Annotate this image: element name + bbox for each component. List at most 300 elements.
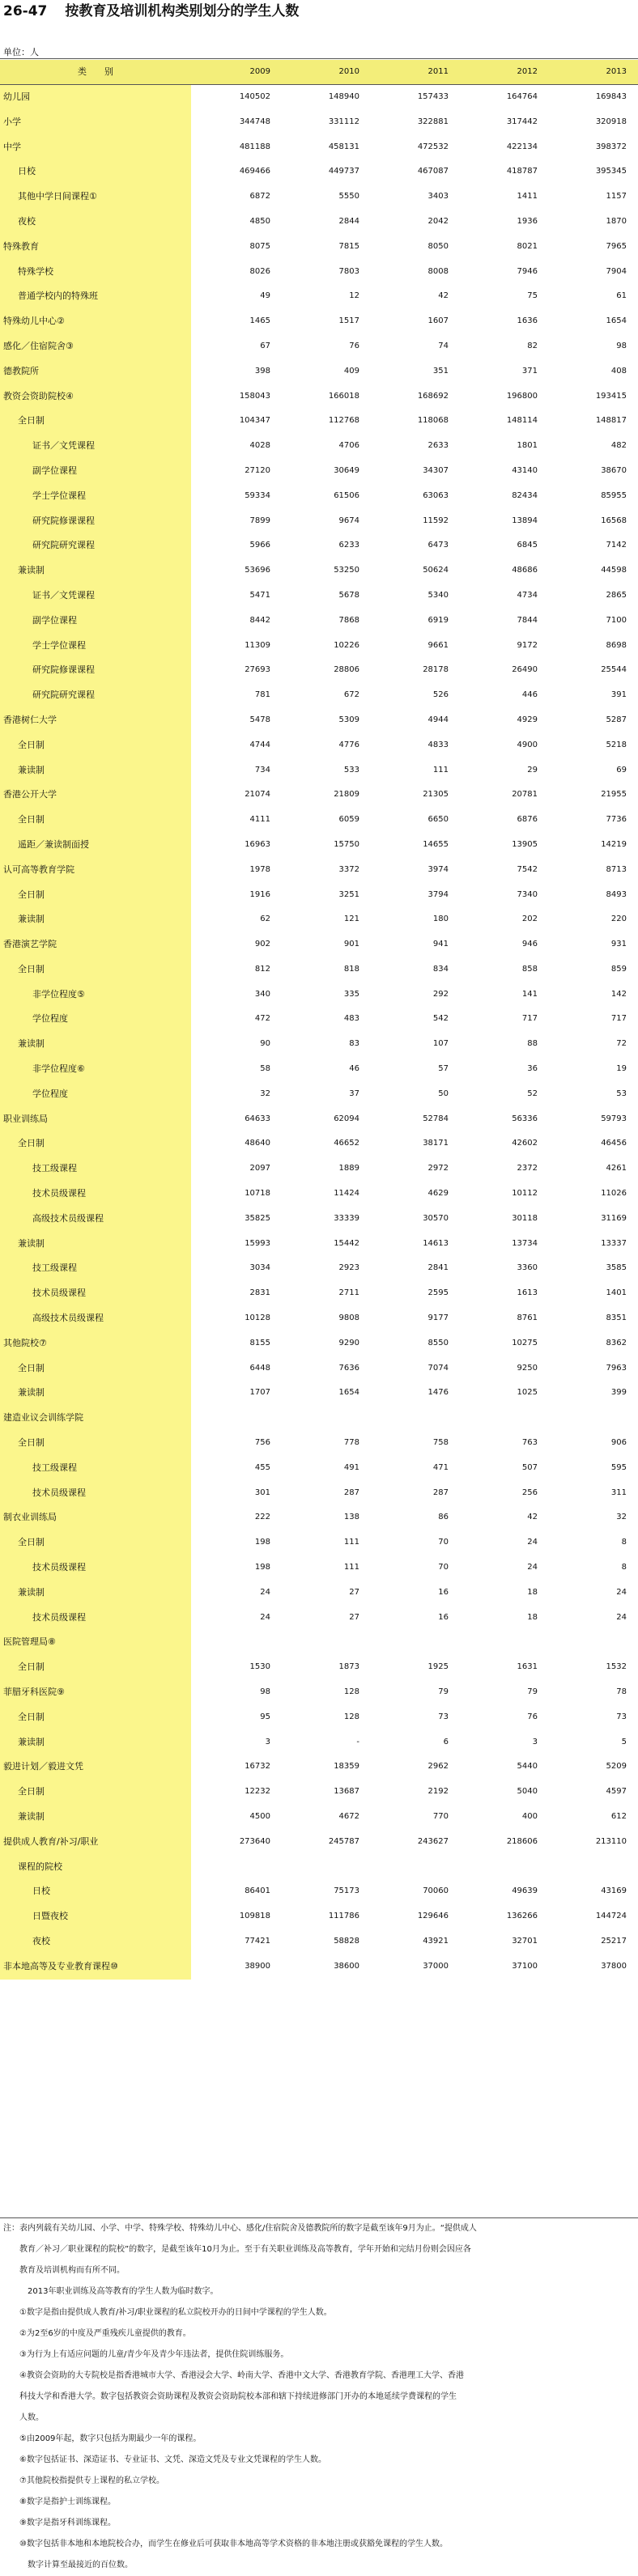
row-label: 非学位程度⑥	[0, 1057, 191, 1082]
row-value: 6473	[427, 541, 449, 550]
footnote-line: 人数。	[19, 2413, 44, 2422]
footnote-line: 注：表内列载有关幼儿园、小学、中学、特殊学校、特殊幼儿中心、感化/住宿院舍及德教院所的数字是截至该年9月为止。“提供成人	[3, 2224, 477, 2233]
row-value: 202	[521, 915, 538, 924]
row-value: 14219	[601, 839, 627, 849]
row-label: 香港公开大学	[0, 783, 191, 808]
row-value: 28178	[423, 665, 449, 675]
table-row	[0, 1954, 638, 1980]
table-row	[0, 1879, 638, 1904]
row-value: 8021	[517, 241, 538, 251]
header-category: 类 别	[78, 66, 113, 77]
row-value: 533	[343, 765, 359, 774]
row-value: 128	[343, 1687, 359, 1696]
row-value: 222	[254, 1513, 270, 1522]
row-value: 24	[527, 1563, 538, 1572]
table-row	[0, 1929, 638, 1954]
row-value: 595	[610, 1462, 627, 1472]
row-value: 98	[260, 1687, 270, 1696]
table-row	[0, 159, 638, 185]
table-row	[0, 359, 638, 384]
notes-list	[0, 2218, 638, 2576]
row-value: 351	[432, 366, 449, 376]
row-value: 168692	[417, 391, 449, 401]
row-label: 全日制	[0, 1655, 191, 1680]
table-row	[0, 484, 638, 509]
row-value: 1654	[338, 1388, 359, 1398]
row-value: 5	[621, 1737, 627, 1746]
row-value: 61506	[334, 490, 359, 500]
table-row	[0, 284, 638, 309]
row-label: 全日制	[0, 1530, 191, 1555]
row-value: 9674	[338, 516, 359, 525]
footnote-line: ③为行为上有适应问题的儿童/青少年及青少年违法者，提供住院训练服务。	[19, 2350, 289, 2359]
table-row	[0, 1381, 638, 1406]
table-row	[0, 185, 638, 210]
table-row	[0, 1581, 638, 1606]
row-value: 49	[260, 291, 270, 301]
row-value: 391	[610, 690, 627, 700]
table-row	[0, 1057, 638, 1082]
row-value: 5040	[517, 1787, 538, 1797]
table-row	[0, 1780, 638, 1805]
table-row	[0, 1456, 638, 1481]
row-value: 34307	[423, 465, 449, 475]
row-value: 717	[521, 1014, 538, 1024]
footnote-line: 数字计算至最接近的百位数。	[19, 2561, 133, 2570]
row-label: 感化／住宿院舍③	[0, 334, 191, 359]
row-value: 1925	[427, 1662, 449, 1672]
table-row	[0, 309, 638, 334]
row-value: 13894	[512, 516, 538, 525]
row-value: 8493	[606, 889, 627, 899]
row-value: 27120	[245, 465, 270, 475]
footnote-line: ⑨数字是指牙科训练课程。	[19, 2519, 116, 2527]
table-row	[0, 957, 638, 982]
row-value: 311	[610, 1487, 627, 1497]
row-value: -	[356, 1737, 359, 1746]
row-value: 121	[343, 915, 359, 924]
row-label: 医院管理局⑧	[0, 1630, 191, 1655]
table-row	[0, 982, 638, 1008]
row-value: 6448	[249, 1363, 270, 1373]
row-value: 4944	[427, 715, 449, 724]
row-value: 196800	[506, 391, 538, 401]
row-value: 63063	[423, 490, 449, 500]
header-year: 2012	[517, 67, 538, 76]
row-value: 52	[527, 1089, 538, 1098]
row-value: 12	[349, 291, 359, 301]
row-value: 2042	[427, 216, 449, 226]
row-value: 812	[254, 964, 270, 974]
table-row	[0, 1431, 638, 1456]
row-label: 研究院修课课程	[0, 658, 191, 683]
row-value: 6	[443, 1737, 449, 1746]
row-value: 4706	[338, 441, 359, 451]
row-value: 4672	[338, 1811, 359, 1821]
row-value: 4111	[249, 815, 270, 825]
row-value: 21074	[245, 790, 270, 800]
row-value: 220	[610, 915, 627, 924]
row-value: 69	[616, 765, 627, 774]
row-value: 3	[265, 1737, 270, 1746]
row-value: 1532	[606, 1662, 627, 1672]
row-label: 高级技术员级课程	[0, 1306, 191, 1331]
row-value: 2097	[249, 1164, 270, 1173]
table-row	[0, 1730, 638, 1755]
row-value: 24	[616, 1612, 627, 1622]
row-value: 57	[438, 1064, 449, 1074]
row-value: 8761	[517, 1313, 538, 1323]
row-value: 6919	[427, 615, 449, 625]
row-value: 58828	[334, 1936, 359, 1946]
row-value: 322881	[417, 117, 449, 126]
row-value: 292	[432, 989, 449, 999]
row-value: 111	[432, 765, 449, 774]
row-label: 毅进计划／毅进文凭	[0, 1755, 191, 1780]
row-value: 118068	[417, 416, 449, 426]
footnote-line: 2013年职业训练及高等教育的学生人数为临时数字。	[28, 2287, 219, 2296]
row-label: 其他院校⑦	[0, 1331, 191, 1356]
row-label: 证书／文凭课程	[0, 584, 191, 609]
row-value: 3974	[427, 864, 449, 874]
row-value: 218606	[506, 1836, 538, 1846]
row-value: 8155	[249, 1338, 270, 1347]
row-value: 5309	[338, 715, 359, 724]
row-value: 902	[254, 940, 270, 949]
row-value	[280, 1406, 369, 1431]
row-value: 28806	[334, 665, 359, 675]
row-value: 37	[349, 1089, 359, 1098]
row-value: 1517	[338, 316, 359, 326]
row-label: 认可高等教育学院	[0, 858, 191, 883]
row-value: 11424	[334, 1189, 359, 1199]
row-value: 30649	[334, 465, 359, 475]
row-value: 95	[260, 1712, 270, 1721]
table-row	[0, 1755, 638, 1780]
row-value: 7803	[338, 266, 359, 276]
row-label: 研究院研究课程	[0, 533, 191, 558]
row-value: 301	[254, 1487, 270, 1497]
row-label: 研究院修课课程	[0, 509, 191, 534]
table-row	[0, 609, 638, 634]
row-value: 906	[610, 1438, 627, 1448]
row-value: 37000	[423, 1961, 449, 1971]
row-value: 491	[343, 1462, 359, 1472]
row-value: 3360	[517, 1263, 538, 1273]
row-label: 证书／文凭课程	[0, 434, 191, 459]
row-value: 2372	[517, 1164, 538, 1173]
row-label: 兼读制	[0, 558, 191, 584]
row-value: 82	[527, 341, 538, 350]
row-label: 技工级课程	[0, 1156, 191, 1182]
row-value: 16	[438, 1612, 449, 1622]
row-label: 日校	[0, 1879, 191, 1904]
row-value: 408	[610, 366, 627, 376]
row-value: 449737	[328, 167, 359, 176]
row-value: 1801	[517, 441, 538, 451]
row-value: 10128	[245, 1313, 270, 1323]
row-value: 858	[521, 964, 538, 974]
row-value	[280, 1855, 369, 1880]
footnote-line: 教育／补习／职业课程的院校”的数字，是截至该年10月为止。至于有关职业训练及高等教育，学年开始和完结月份则会因应各	[19, 2245, 471, 2254]
row-value: 2844	[338, 216, 359, 226]
row-value: 53	[616, 1089, 627, 1098]
table-header	[0, 60, 638, 85]
row-value: 4776	[338, 740, 359, 749]
row-value: 717	[610, 1014, 627, 1024]
table-row	[0, 1156, 638, 1182]
row-value: 8713	[606, 864, 627, 874]
table-row	[0, 533, 638, 558]
table-row	[0, 1331, 638, 1356]
row-value: 70	[438, 1563, 449, 1572]
row-value: 24	[616, 1587, 627, 1597]
row-value: 1654	[606, 316, 627, 326]
row-value: 111	[343, 1538, 359, 1547]
footnote-line: ⑩数字包括非本地和本地院校合办，而学生在修业后可获取非本地高等学术资格的非本地注册或获豁免课程的学生人数。	[19, 2540, 448, 2548]
row-value: 148940	[328, 92, 359, 101]
row-value: 107	[432, 1039, 449, 1049]
row-value: 53696	[245, 566, 270, 575]
row-value: 61	[616, 291, 627, 301]
row-label: 普通学校内的特殊班	[0, 284, 191, 309]
row-value: 941	[432, 940, 449, 949]
row-value: 3	[532, 1737, 538, 1746]
row-value: 8050	[427, 241, 449, 251]
table-body	[0, 85, 638, 1980]
row-value: 418787	[506, 167, 538, 176]
row-label: 学位程度	[0, 1007, 191, 1032]
row-label: 德教院所	[0, 359, 191, 384]
row-value: 3585	[606, 1263, 627, 1273]
row-value: 455	[254, 1462, 270, 1472]
row-value: 763	[521, 1438, 538, 1448]
row-value: 73	[438, 1712, 449, 1721]
row-value: 5287	[606, 715, 627, 724]
footnotes	[0, 2217, 638, 2576]
row-value	[369, 1406, 458, 1431]
row-value: 6233	[338, 541, 359, 550]
row-value: 770	[432, 1811, 449, 1821]
row-value: 14655	[423, 839, 449, 849]
table-row	[0, 1356, 638, 1381]
table-row	[0, 658, 638, 683]
row-value: 9177	[427, 1313, 449, 1323]
row-value: 4744	[249, 740, 270, 749]
row-value: 287	[343, 1487, 359, 1497]
row-value: 526	[432, 690, 449, 700]
table-row	[0, 1680, 638, 1705]
row-value: 24	[527, 1538, 538, 1547]
row-label: 全日制	[0, 808, 191, 833]
row-value: 138	[343, 1513, 359, 1522]
header-year: 2010	[338, 67, 359, 76]
row-value: 10718	[245, 1189, 270, 1199]
row-label: 香港演艺学院	[0, 932, 191, 957]
table-row	[0, 634, 638, 659]
row-value: 4833	[427, 740, 449, 749]
row-value: 76	[349, 341, 359, 350]
row-value: 7868	[338, 615, 359, 625]
row-value	[547, 1630, 636, 1655]
table-row	[0, 1107, 638, 1132]
row-value: 1607	[427, 316, 449, 326]
row-value: 1870	[606, 216, 627, 226]
row-value: 256	[521, 1487, 538, 1497]
row-value: 5550	[338, 192, 359, 202]
top-rule	[0, 58, 638, 59]
table-row	[0, 783, 638, 808]
row-value: 6845	[517, 541, 538, 550]
row-value: 1476	[427, 1388, 449, 1398]
row-value: 3251	[338, 889, 359, 899]
row-value: 16732	[245, 1762, 270, 1772]
row-value: 128	[343, 1712, 359, 1721]
table-row	[0, 210, 638, 235]
row-value: 5209	[606, 1762, 627, 1772]
row-label: 副学位课程	[0, 609, 191, 634]
row-value: 1916	[249, 889, 270, 899]
row-label: 教资会资助院校④	[0, 384, 191, 410]
table-row	[0, 858, 638, 883]
row-value: 13687	[334, 1787, 359, 1797]
row-label: 学士学位课程	[0, 484, 191, 509]
row-label: 日暨夜校	[0, 1904, 191, 1929]
row-value: 86401	[245, 1886, 270, 1896]
table-row	[0, 907, 638, 932]
row-label: 课程的院校	[0, 1855, 191, 1880]
row-label: 全日制	[0, 1705, 191, 1730]
row-value: 409	[343, 366, 359, 376]
row-value: 7946	[517, 266, 538, 276]
row-value: 6876	[517, 815, 538, 825]
row-value: 30118	[512, 1213, 538, 1223]
row-value: 15750	[334, 839, 359, 849]
row-label: 全日制	[0, 1431, 191, 1456]
row-value: 25544	[601, 665, 627, 675]
row-value: 32	[616, 1513, 627, 1522]
row-value: 4850	[249, 216, 270, 226]
row-value: 467087	[417, 167, 449, 176]
row-value: 4929	[517, 715, 538, 724]
row-value: 3403	[427, 192, 449, 202]
row-value: 331112	[328, 117, 359, 126]
row-value: 62	[260, 915, 270, 924]
row-label: 技工级课程	[0, 1456, 191, 1481]
row-label: 全日制	[0, 1356, 191, 1381]
row-value: 169843	[595, 92, 627, 101]
table-row	[0, 1032, 638, 1057]
row-value: 21305	[423, 790, 449, 800]
row-label: 夜校	[0, 1929, 191, 1954]
row-value	[547, 1406, 636, 1431]
header-year: 2009	[249, 67, 270, 76]
footnote-line: ②为2至6岁的中度及严重残疾儿童提供的教育。	[19, 2329, 191, 2338]
row-label: 遥距／兼读制面授	[0, 833, 191, 858]
row-value: 1025	[517, 1388, 538, 1398]
row-value: 2633	[427, 441, 449, 451]
row-value: 29	[527, 765, 538, 774]
row-value	[369, 1630, 458, 1655]
row-value: 4500	[249, 1811, 270, 1821]
row-value: 73	[616, 1712, 627, 1721]
row-value: 8	[621, 1538, 627, 1547]
row-label: 全日制	[0, 733, 191, 758]
table-row	[0, 235, 638, 260]
row-value: 213110	[595, 1836, 627, 1846]
row-label: 兼读制	[0, 907, 191, 932]
header-year: 2011	[427, 67, 449, 76]
row-value: 59334	[245, 490, 270, 500]
row-label: 中学	[0, 135, 191, 160]
table-row	[0, 1705, 638, 1730]
row-value: 758	[432, 1438, 449, 1448]
row-value: 2865	[606, 590, 627, 600]
row-label: 非本地高等及专业教育课程⑩	[0, 1954, 191, 1980]
row-value: 148817	[595, 416, 627, 426]
row-value: 42602	[512, 1139, 538, 1148]
row-value: 11026	[601, 1189, 627, 1199]
table-row	[0, 1007, 638, 1032]
row-value: 398	[254, 366, 270, 376]
row-value: 56336	[512, 1114, 538, 1123]
row-value: 157433	[417, 92, 449, 101]
row-label: 技术员级课程	[0, 1606, 191, 1631]
row-value: 778	[343, 1438, 359, 1448]
row-value: 86	[438, 1513, 449, 1522]
row-value: 1401	[606, 1288, 627, 1298]
table-row	[0, 1406, 638, 1431]
row-label: 兼读制	[0, 1381, 191, 1406]
table-row	[0, 1256, 638, 1281]
row-value: 507	[521, 1462, 538, 1472]
row-label: 小学	[0, 110, 191, 135]
row-value: 8008	[427, 266, 449, 276]
row-value: 1465	[249, 316, 270, 326]
row-value: 6650	[427, 815, 449, 825]
row-value: 4900	[517, 740, 538, 749]
row-label: 夜校	[0, 210, 191, 235]
row-value: 7142	[606, 541, 627, 550]
row-label: 香港树仁大学	[0, 708, 191, 733]
row-label: 兼读制	[0, 758, 191, 783]
row-value: 140502	[239, 92, 270, 101]
row-label: 建造业议会训练学院	[0, 1406, 191, 1431]
row-label: 学位程度	[0, 1082, 191, 1107]
row-value: 834	[432, 964, 449, 974]
row-value: 9172	[517, 640, 538, 650]
row-value: 36	[527, 1064, 538, 1074]
row-value: 31169	[601, 1213, 627, 1223]
row-value: 9250	[517, 1363, 538, 1373]
row-value	[191, 1630, 280, 1655]
row-value: 1873	[338, 1662, 359, 1672]
row-value: 16963	[245, 839, 270, 849]
row-value: 7904	[606, 266, 627, 276]
row-value: 70	[438, 1538, 449, 1547]
row-value: 32701	[512, 1936, 538, 1946]
table-row	[0, 1805, 638, 1830]
table-row	[0, 1630, 638, 1655]
table-row	[0, 758, 638, 783]
row-value: 3034	[249, 1263, 270, 1273]
row-value: 35825	[245, 1213, 270, 1223]
row-value: 148114	[506, 416, 538, 426]
row-label: 全日制	[0, 883, 191, 908]
row-value: 481188	[239, 142, 270, 151]
row-value: 98	[616, 341, 627, 350]
row-value: 483	[343, 1014, 359, 1024]
